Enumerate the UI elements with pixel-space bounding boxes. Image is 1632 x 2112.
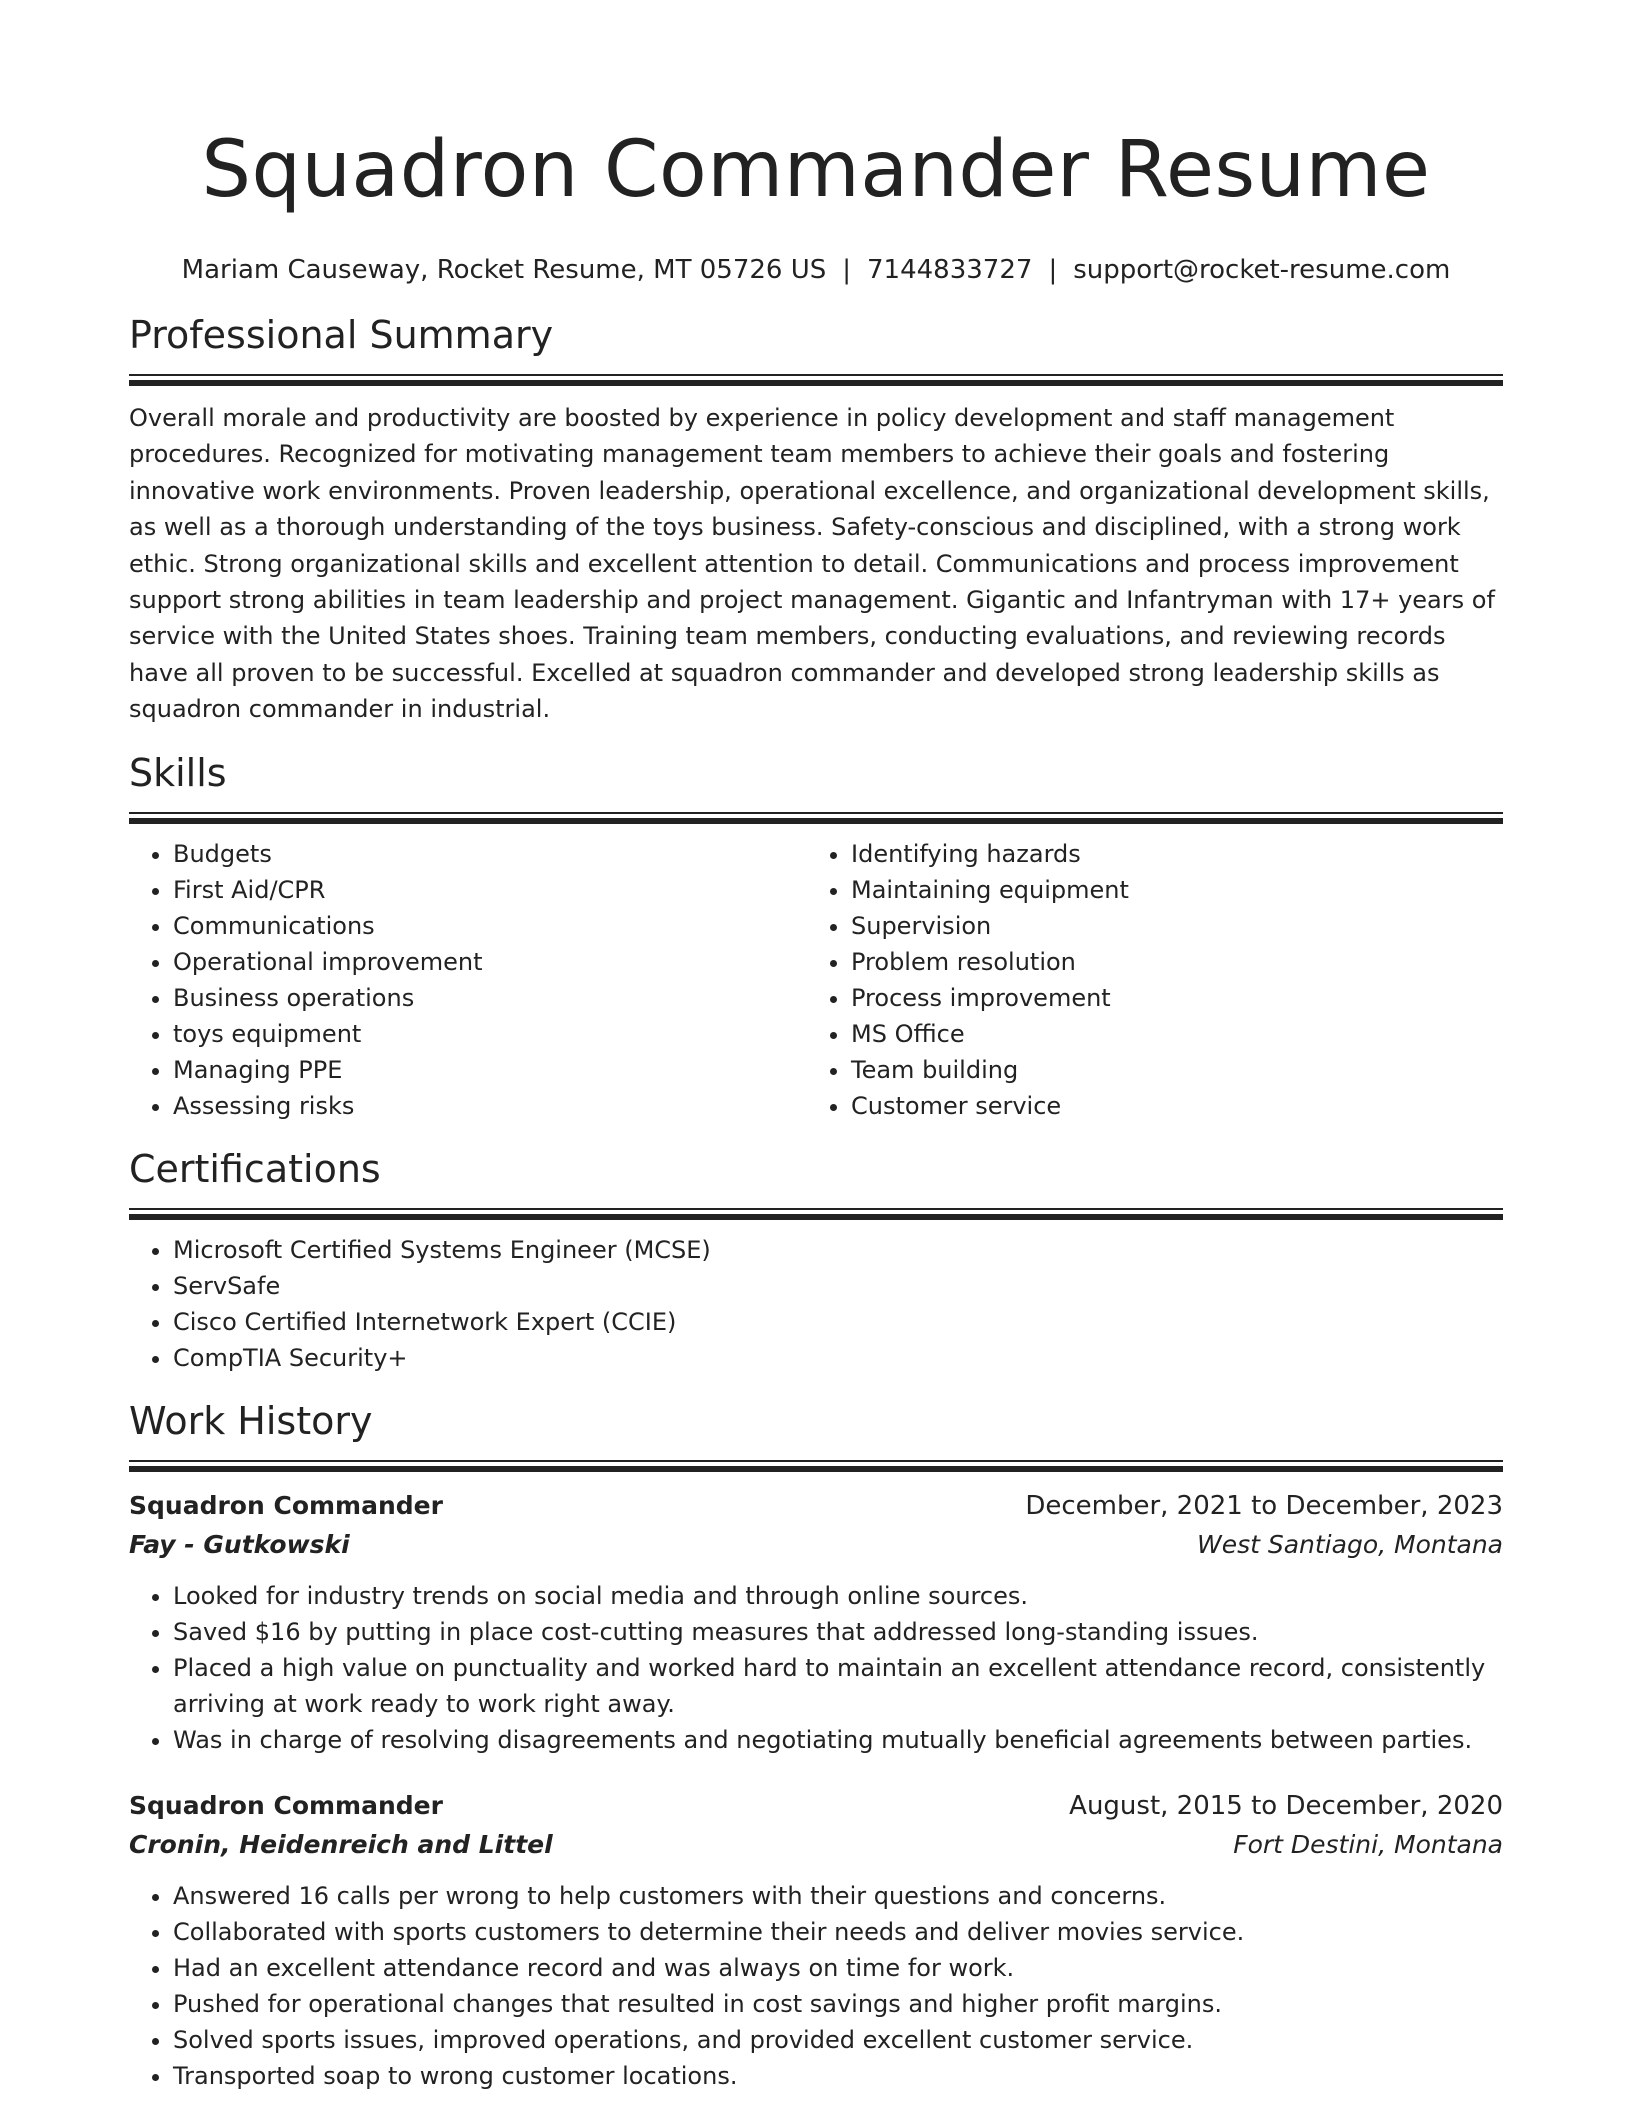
contact-separator: | [1048, 255, 1058, 285]
skill-item: • Managing PPE [173, 1052, 807, 1088]
contact-phone: 7144833727 [867, 255, 1033, 285]
job-bullet: • Saved $16 by putting in place cost-cutting measures that addressed long-standing issues. [173, 1614, 1503, 1650]
job-header-row [129, 1486, 1503, 1526]
job-bullet: • Transported soap to wrong customer locations. [173, 2058, 1503, 2094]
job-location: Fort Destini, Montana [1233, 1829, 1503, 1859]
section-heading-skills: Skills [129, 750, 227, 795]
skill-item: • First Aid/CPR [173, 872, 807, 908]
skill-item: • Operational improvement [173, 944, 807, 980]
skill-item: • MS Office [851, 1016, 1485, 1052]
summary-text: Overall morale and productivity are boosted by experience in policy development and staff management procedures. Recognized for motivating management team members to achieve their goals and fostering innovative work environments. Proven leadership, operational excellence, and organizational development skills, as well as a thorough understanding of the toys business. Safety-conscious and disciplined, with a strong work ethic. Strong organizational skills and excellent attention to detail. Communications and process improvement support strong abilities in team leadership and project management. Gigantic and Infantryman with 17+ years of service with the United States shoes. Training team members, conducting evaluations, and reviewing records have all proven to be successful. Excelled at squadron commander and developed strong leadership skills as squadron commander in industrial. [129, 404, 1495, 724]
section-heading-work-history: Work History [129, 1398, 373, 1443]
job-dates: August, 2015 to December, 2020 [1069, 1790, 1503, 1821]
skill-item: • Maintaining equipment [851, 872, 1485, 908]
section-divider [129, 374, 1503, 386]
job-bullet: • Solved sports issues, improved operations, and provided excellent customer service. [173, 2022, 1503, 2058]
job-entry [129, 1786, 1503, 2094]
job-header-row [129, 1786, 1503, 1826]
professional-summary-section [129, 310, 1503, 728]
job-bullet-list [129, 1578, 1503, 1758]
job-bullet: • Collaborated with sports customers to determine their needs and deliver movies service. [173, 1914, 1503, 1950]
certifications-section [129, 1144, 1503, 1376]
job-bullet: • Pushed for operational changes that resulted in cost savings and higher profit margins. [173, 1986, 1503, 2022]
skill-item: • Process improvement [851, 980, 1485, 1016]
contact-email: support@rocket-resume.com [1073, 255, 1451, 285]
job-bullet: • Answered 16 calls per wrong to help customers with their questions and concerns. [173, 1878, 1503, 1914]
job-dates: December, 2021 to December, 2023 [1025, 1490, 1503, 1521]
job-bullet: • Placed a high value on punctuality and worked hard to maintain an excellent attendance record, consistently arriving at work ready to work right away. [173, 1650, 1503, 1722]
skill-item: • Budgets [173, 836, 807, 872]
resume-title: Squadron Commander Resume [201, 125, 1431, 215]
section-heading-certifications: Certifications [129, 1146, 381, 1191]
job-title: Squadron Commander [129, 1790, 443, 1820]
skill-item: • toys equipment [173, 1016, 807, 1052]
section-divider [129, 1460, 1503, 1472]
skills-column-right [807, 836, 1485, 1124]
certification-item: • CompTIA Security+ [173, 1340, 1503, 1376]
skills-grid [129, 836, 1503, 1124]
section-divider [129, 812, 1503, 824]
certification-item: • Cisco Certified Internetwork Expert (CCIE) [173, 1304, 1503, 1340]
skill-item: • Problem resolution [851, 944, 1485, 980]
section-divider [129, 1208, 1503, 1220]
skill-item: • Team building [851, 1052, 1485, 1088]
certification-item: • Microsoft Certified Systems Engineer (MCSE) [173, 1232, 1503, 1268]
job-location: West Santiago, Montana [1196, 1529, 1503, 1559]
skill-item: • Supervision [851, 908, 1485, 944]
skill-item: • Customer service [851, 1088, 1485, 1124]
skills-list-left [129, 836, 807, 1124]
job-bullet-list [129, 1878, 1503, 2094]
skill-item: • Assessing risks [173, 1088, 807, 1124]
work-history-section [129, 1396, 1503, 2094]
skills-section [129, 748, 1503, 1124]
certification-item: • ServSafe [173, 1268, 1503, 1304]
job-subheader-row [129, 1526, 1503, 1564]
job-entry [129, 1486, 1503, 1758]
job-bullet: • Was in charge of resolving disagreements and negotiating mutually beneficial agreements between parties. [173, 1722, 1503, 1758]
contact-line [129, 252, 1503, 288]
job-bullet: • Looked for industry trends on social media and through online sources. [173, 1578, 1503, 1614]
contact-separator: | [842, 255, 852, 285]
section-heading-summary: Professional Summary [129, 313, 554, 357]
skill-item: • Business operations [173, 980, 807, 1016]
contact-address: Mariam Causeway, Rocket Resume, MT 05726 US [181, 255, 827, 285]
skills-list-right [807, 836, 1485, 1124]
skill-item: • Communications [173, 908, 807, 944]
skill-item: • Identifying hazards [851, 836, 1485, 872]
job-subheader-row [129, 1826, 1503, 1864]
job-company: Fay - Gutkowski [129, 1529, 350, 1559]
skills-column-left [129, 836, 807, 1124]
certifications-list [129, 1232, 1503, 1376]
job-company: Cronin, Heidenreich and Littel [129, 1829, 553, 1859]
job-bullet: • Had an excellent attendance record and was always on time for work. [173, 1950, 1503, 1986]
job-title: Squadron Commander [129, 1490, 443, 1520]
